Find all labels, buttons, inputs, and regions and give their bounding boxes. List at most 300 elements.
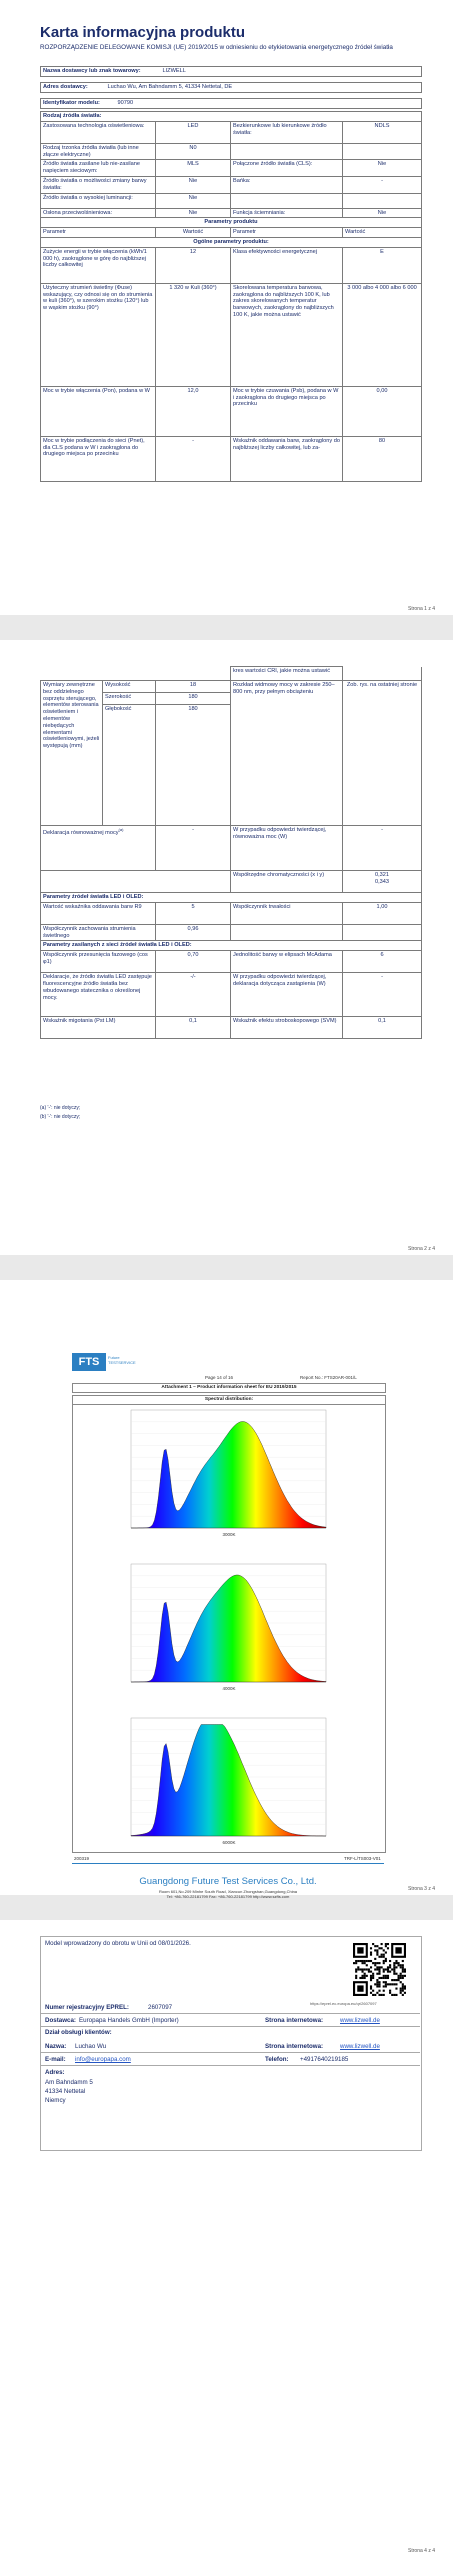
fts-logo: FTS: [72, 1353, 106, 1371]
qr-module: [378, 1981, 380, 1983]
qr-module: [385, 1981, 387, 1983]
mains-cell: Wskaźnik migotania (Pst LM): [41, 1017, 156, 1039]
qr-module: [372, 1977, 374, 1979]
qr-module: [404, 1971, 406, 1973]
type-cell: MLS: [156, 160, 231, 177]
divider: [40, 2065, 420, 2066]
qr-module: [383, 1960, 385, 1962]
qr-module: [395, 1947, 401, 1953]
qr-module: [357, 1947, 363, 1953]
qr-module: [372, 1994, 374, 1996]
mains-cell: W przypadku odpowiedzi twierdzącej, deklaracja dotycząca zastąpienia (W): [231, 973, 343, 1017]
page-1: [0, 0, 453, 615]
model-label: Identyfikator modelu:: [41, 99, 116, 109]
equiv-value2: -: [343, 826, 422, 871]
qr-module: [400, 1981, 402, 1983]
qr-module: [400, 1977, 402, 1979]
qr-module: [372, 1943, 374, 1945]
qr-module: [402, 1975, 404, 1977]
qr-module: [378, 1983, 380, 1985]
qr-module: [400, 1973, 402, 1975]
qr-module: [378, 1966, 380, 1968]
qr-module: [374, 1968, 376, 1970]
mains-cell: -: [343, 973, 422, 1017]
qr-module: [387, 1947, 389, 1949]
qr-module: [398, 1979, 400, 1981]
qr-module: [391, 1968, 393, 1970]
qr-module: [372, 1973, 374, 1975]
qr-module: [361, 1960, 363, 1962]
type-cell: [231, 143, 343, 160]
qr-module: [370, 1992, 372, 1994]
type-cell: Źródło światła zasilane lub nie-zasilane napięciem sieciowym:: [41, 160, 156, 177]
qr-module: [359, 1968, 361, 1970]
qr-module: [395, 1973, 397, 1975]
qr-module: [383, 1956, 385, 1958]
qr-module: [383, 1977, 385, 1979]
equiv-text: W przypadku odpowiedzi twierdzącej, równoważna moc (W): [231, 826, 343, 871]
qr-module: [355, 1960, 357, 1962]
qr-module: [400, 1975, 402, 1977]
logo-sub1: Future: [108, 1355, 120, 1360]
model-value: 90790: [116, 99, 422, 109]
chart-label-6000: 6000K: [222, 1840, 236, 1845]
qr-module: [389, 1964, 391, 1966]
qr-module: [364, 1975, 366, 1977]
qr-module: [387, 1983, 389, 1985]
param-cell: 3 000 albo 4 000 albo 6 000: [343, 283, 422, 386]
qr-module: [393, 1971, 395, 1973]
mains-cell: Jednolitość barwy w elipsach McAdama: [231, 951, 343, 973]
mains-cell: Współczynnik przesunięcia fazowego (cos φ1): [41, 951, 156, 973]
type-row: [41, 208, 422, 218]
type-cell: Zastosowana technologia oświetleniowa:: [41, 121, 156, 143]
param-cell: Moc w trybie czuwania (Psb), podana w W i zaokrąglona do drugiego miejsca po przecinku: [231, 386, 343, 436]
qr-module: [385, 1977, 387, 1979]
qr-module: [376, 1992, 378, 1994]
qr-module: [389, 1966, 391, 1968]
type-cell: Połączone źródło światła (CLS):: [231, 160, 343, 177]
qr-module: [387, 1977, 389, 1979]
company-name: Guangdong Future Test Services Co., Ltd.: [139, 1876, 317, 1887]
qr-module: [370, 1960, 372, 1962]
qr-module: [389, 1960, 391, 1962]
qr-module: [361, 1975, 363, 1977]
led-cell: Współczynnik zachowania strumienia świetlnego: [41, 924, 156, 941]
qr-module: [393, 1964, 395, 1966]
param-cell: 1 320 w Kuli (360°): [156, 283, 231, 386]
type-cell: Bańka:: [231, 176, 343, 193]
qr-module: [400, 1964, 402, 1966]
qr-module: [372, 1975, 374, 1977]
qr-module: [383, 1962, 385, 1964]
qr-url[interactable]: https://eprel.ec.europa.eu/qr/2607097: [310, 2001, 377, 2006]
mains-cell: Wskaźnik efektu stroboskopowego (SVM): [231, 1017, 343, 1039]
chroma-y: 0,343: [375, 878, 389, 885]
qr-module: [376, 1966, 378, 1968]
qr-module: [366, 1960, 368, 1962]
qr-module: [400, 1988, 402, 1990]
led-section: Parametry źródeł światła LED i OLED:: [41, 893, 422, 903]
qr-module: [368, 1971, 370, 1973]
led-cell: 1,00: [343, 902, 422, 924]
fts-logo-subtitle: [108, 1355, 136, 1365]
mains-cell: -/-: [156, 973, 231, 1017]
type-cell: Źródło światła o możliwości zmiany barwy światła:: [41, 176, 156, 193]
type-cell: Nie: [156, 208, 231, 218]
mains-row: [41, 951, 422, 973]
footer-right: TRF-L/TS003-V01: [344, 1856, 381, 1861]
qr-module: [402, 1985, 404, 1987]
equiv-label: Deklaracja równoważnej mocy: [43, 829, 119, 836]
qr-module: [395, 1988, 397, 1990]
qr-module: [366, 1968, 368, 1970]
qr-module: [374, 1949, 376, 1951]
qr-module: [381, 1966, 383, 1968]
qr-module: [376, 1949, 378, 1951]
qr-module: [402, 1983, 404, 1985]
addr-label: Adres:: [45, 2069, 65, 2076]
qr-module: [389, 1992, 391, 1994]
eprel-label: Numer rejestracyjny EPREL:: [45, 2004, 129, 2011]
qr-module: [374, 1945, 376, 1947]
addr-line2: 41334 Nettetal: [45, 2088, 86, 2095]
email-link[interactable]: info@europapa.com: [75, 2056, 131, 2063]
eprel-value: 2607097: [148, 2004, 173, 2011]
qr-module: [376, 1985, 378, 1987]
qr-module: [376, 1954, 378, 1956]
qr-module: [376, 1979, 378, 1981]
qr-module: [402, 1988, 404, 1990]
qr-module: [370, 1966, 372, 1968]
page-number: Strona 3 z 4: [408, 1886, 435, 1892]
qr-module: [361, 1977, 363, 1979]
qr-module: [374, 1994, 376, 1996]
page-2: [0, 640, 453, 1255]
divider: [40, 2026, 420, 2027]
qr-module: [385, 1968, 387, 1970]
website2-link[interactable]: www.lizwell.de: [340, 2043, 380, 2050]
qr-module: [383, 1971, 385, 1973]
col-value: Wartość: [343, 228, 422, 238]
supplier-value: LIZWELL: [161, 67, 422, 77]
type-cell: N0: [156, 143, 231, 160]
param-cell: Klasa efektywności energetycznej: [231, 247, 343, 283]
page-number: Strona 2 z 4: [408, 1246, 435, 1252]
supplier-table: [40, 66, 422, 77]
qr-module: [376, 1951, 378, 1953]
qr-module: [359, 1977, 361, 1979]
param-cell: -: [156, 436, 231, 481]
qr-module: [374, 1983, 376, 1985]
qr-module: [364, 1977, 366, 1979]
led-cell: [231, 924, 343, 941]
footer-left: 200319: [74, 1856, 90, 1861]
qr-module: [400, 1992, 402, 1994]
qr-module: [385, 1945, 387, 1947]
qr-module: [376, 1983, 378, 1985]
qr-module: [370, 1947, 372, 1949]
qr-module: [389, 1990, 391, 1992]
qr-module: [376, 1981, 378, 1983]
qr-module: [404, 1992, 406, 1994]
qr-module: [402, 1971, 404, 1973]
col-param: Parametr: [231, 228, 343, 238]
param-row: [41, 283, 422, 386]
qr-module: [376, 1968, 378, 1970]
qr-module: [385, 1985, 387, 1987]
equiv-value: -: [156, 826, 231, 871]
qr-module: [402, 1964, 404, 1966]
qr-module: [368, 1960, 370, 1962]
qr-module: [385, 1943, 387, 1945]
intro-text: Model wprowadzony do obrotu w Unii od 08/01/2026.: [45, 1940, 191, 1947]
qr-module: [391, 1979, 393, 1981]
qr-module: [378, 1956, 380, 1958]
qr-code-icon[interactable]: [353, 1943, 406, 1996]
qr-module: [393, 1979, 395, 1981]
qr-module: [400, 1990, 402, 1992]
qr-module: [402, 1966, 404, 1968]
type-cell: LED: [156, 121, 231, 143]
note-a: (a) '-': nie dotyczy;: [40, 1105, 81, 1111]
led-row: [41, 902, 422, 924]
qr-module: [389, 1971, 391, 1973]
qr-module: [389, 1983, 391, 1985]
name-value: Luchao Wu: [75, 2043, 107, 2050]
dim-name: Głębokość: [103, 705, 156, 826]
qr-module: [364, 1973, 366, 1975]
qr-module: [385, 1958, 387, 1960]
qr-module: [381, 1977, 383, 1979]
website2-label: Strona internetowa:: [265, 2043, 324, 2050]
qr-module: [393, 1973, 395, 1975]
mains-cell: 6: [343, 951, 422, 973]
note-b: (b) '-': nie dotyczy;: [40, 1114, 81, 1120]
chroma-label: Współrzędne chromatyczności (x i y): [231, 871, 343, 893]
param-cell: Moc w trybie włączenia (Pon), podana w W: [41, 386, 156, 436]
type-cell: [343, 143, 422, 160]
qr-module: [385, 1983, 387, 1985]
email-label: E-mail:: [45, 2056, 66, 2063]
qr-module: [353, 1962, 355, 1964]
dim-name: Wysokość: [103, 681, 156, 693]
address-value: Luchao Wu, Am Bahndamm 5, 41334 Nettetal, DE: [106, 83, 422, 93]
qr-module: [378, 1947, 380, 1949]
type-cell: Nie: [343, 160, 422, 177]
qr-module: [355, 1968, 357, 1970]
qr-module: [361, 1962, 363, 1964]
qr-module: [402, 1960, 404, 1962]
divider: [40, 2013, 420, 2014]
qr-module: [355, 1962, 357, 1964]
address-table: [40, 82, 422, 93]
logo-sub2: TESTSERVICE: [108, 1360, 136, 1365]
qr-module: [395, 1994, 397, 1996]
param-cell: Skorelowana temperatura barwowa, zaokrąglona do najbliższych 100 K, lub zakres skorelowanych temperatur barwowych, zaokrąglony do najbliższych 100 K, jakie można ustawić: [231, 283, 343, 386]
qr-module: [404, 1975, 406, 1977]
spectral-box: [72, 1395, 386, 1853]
qr-module: [366, 1964, 368, 1966]
qr-module: [387, 1968, 389, 1970]
mains-cell: Deklaracje, że źródło światła LED zastępuje fluorescencyjne źródło światła bez wbudowanego statecznika o określonej mocy.: [41, 973, 156, 1017]
divider: [40, 2052, 420, 2053]
qr-module: [359, 1960, 361, 1962]
qr-module: [378, 1977, 380, 1979]
qr-module: [400, 1966, 402, 1968]
qr-module: [366, 1975, 368, 1977]
qr-module: [372, 1990, 374, 1992]
type-cell: Rodzaj trzonka źródła światła (lub inne złącze elektryczne): [41, 143, 156, 160]
page-title: Karta informacyjna produktu: [40, 24, 246, 41]
beam-value: Zob. rys. na ostatniej stronie: [343, 681, 422, 826]
dim-value: 180: [156, 693, 231, 705]
mains-cell: 0,1: [156, 1017, 231, 1039]
param-cell: Moc w trybie podłączenia do sieci (Pnet), dla CLS podana w W i zaokrąglona do drugiego miejsca po przecinku: [41, 436, 156, 481]
qr-module: [385, 1975, 387, 1977]
col-value: Wartość: [156, 228, 231, 238]
qr-module: [395, 1983, 397, 1985]
page-number: Strona 1 z 4: [408, 606, 435, 612]
type-cell: [231, 193, 343, 208]
report-no: Report No.: FTS20AR-001/L: [300, 1375, 357, 1380]
qr-module: [393, 1983, 395, 1985]
type-row: [41, 176, 422, 193]
qr-module: [374, 1964, 376, 1966]
qr-module: [376, 1945, 378, 1947]
cri-cont: kres wartości CRI, jakie można ustawić: [231, 667, 343, 681]
qr-module: [357, 1985, 363, 1991]
qr-module: [393, 1966, 395, 1968]
qr-module: [402, 1990, 404, 1992]
qr-module: [364, 1968, 366, 1970]
qr-module: [355, 1975, 357, 1977]
qr-module: [402, 1977, 404, 1979]
distributor-label: Dostawca:: [45, 2017, 76, 2024]
type-cell: Źródło światła o wysokiej luminancji:: [41, 193, 156, 208]
param-row: [41, 247, 422, 283]
dims-table: [40, 666, 422, 1039]
qr-module: [383, 1954, 385, 1956]
type-cell: Bezkierunkowe lub kierunkowe źródło światła:: [231, 121, 343, 143]
qr-module: [387, 1975, 389, 1977]
qr-module: [381, 1943, 383, 1945]
dims-label: Wymiary zewnętrzne bez oddzielnego osprzętu sterującego, elementów sterowania oświetleniem i elementów niebędących elementami oświetleniowymi, jeżeli występują (mm): [41, 681, 103, 826]
qr-module: [378, 1994, 380, 1996]
qr-module: [364, 1960, 366, 1962]
type-cell: NDLS: [343, 121, 422, 143]
qr-module: [364, 1962, 366, 1964]
chroma-x: 0,321: [375, 872, 389, 878]
param-cell: 80: [343, 436, 422, 481]
type-row: [41, 160, 422, 177]
qr-module: [395, 1966, 397, 1968]
beam-label: Rozkład widmowy mocy w zakresie 250–800 nm, przy pełnym obciążeniu: [231, 681, 343, 826]
qr-module: [402, 1968, 404, 1970]
qr-module: [398, 1977, 400, 1979]
spectral-title: Spectral distribution:: [73, 1396, 385, 1405]
qr-module: [370, 1977, 372, 1979]
attachment-title: Attachment 1 – Product information sheet for EU 2019/2015: [72, 1383, 386, 1393]
qr-module: [387, 1971, 389, 1973]
type-cell: Nie: [156, 176, 231, 193]
qr-module: [374, 1962, 376, 1964]
param-cell: Wskaźnik oddawania barw, zaokrąglony do najbliższej liczby całkowitej, lub za-: [231, 436, 343, 481]
led-cell: Wartość wskaźnika oddawania barw R9: [41, 902, 156, 924]
addr-line3: Niemcy: [45, 2097, 66, 2104]
address-label: Adres dostawcy:: [41, 83, 106, 93]
qr-module: [370, 1951, 372, 1953]
addr2: Tel: +86-760-22181799 Fax: +86-760-22181799 http://www.szfts.com: [166, 1894, 290, 1899]
qr-module: [378, 1968, 380, 1970]
col-param: Parametr: [41, 228, 156, 238]
param-cell: E: [343, 247, 422, 283]
company-address: [72, 1889, 384, 1899]
param-row: [41, 386, 422, 436]
qr-module: [370, 1971, 372, 1973]
type-table: [40, 111, 422, 482]
type-cell: -: [343, 176, 422, 193]
qr-module: [370, 1975, 372, 1977]
qr-module: [395, 1962, 397, 1964]
type-row: [41, 143, 422, 160]
type-row: [41, 121, 422, 143]
general-section: Ogólne parametry produktu:: [41, 237, 422, 247]
chart-label-3000: 3000K: [222, 1532, 236, 1537]
qr-module: [378, 1973, 380, 1975]
params-section: Parametry produktu: [41, 218, 422, 228]
qr-module: [378, 1985, 380, 1987]
qr-module: [398, 1962, 400, 1964]
qr-module: [361, 1971, 363, 1973]
regulation-subtitle: ROZPORZĄDZENIE DELEGOWANE KOMISJI (UE) 2019/2015 w odniesieniu do etykietowania energetycznego źródeł światła: [40, 44, 393, 51]
qr-module: [395, 1960, 397, 1962]
qr-module: [383, 1994, 385, 1996]
type-cell: Osłona przeciwolśnieniowa:: [41, 208, 156, 218]
qr-module: [393, 1968, 395, 1970]
spectral-charts: [73, 1404, 385, 1852]
qr-module: [383, 1949, 385, 1951]
qr-module: [368, 1968, 370, 1970]
param-cell: Zużycie energii w trybie włączenia (kWh/1 000 h), zaokrąglone w górę do najbliższej liczby całkowitej: [41, 247, 156, 283]
qr-module: [387, 1943, 389, 1945]
param-row: [41, 436, 422, 481]
website-link[interactable]: www.lizwell.de: [340, 2017, 380, 2024]
qr-module: [393, 1962, 395, 1964]
qr-module: [395, 1979, 397, 1981]
led-row: [41, 924, 422, 941]
phone-label: Telefon:: [265, 2056, 289, 2063]
mains-cell: 0,70: [156, 951, 231, 973]
param-cell: 0,00: [343, 386, 422, 436]
distributor-value: Europapa Handels GmbH (Importer): [79, 2017, 179, 2024]
type-cell: Funkcja ściemniania:: [231, 208, 343, 218]
qr-module: [404, 1985, 406, 1987]
qr-module: [355, 1977, 357, 1979]
qr-module: [383, 1990, 385, 1992]
qr-module: [383, 1975, 385, 1977]
qr-module: [387, 1966, 389, 1968]
qr-module: [370, 1979, 372, 1981]
led-cell: [343, 924, 422, 941]
type-row: [41, 193, 422, 208]
qr-module: [381, 1954, 383, 1956]
type-cell: [343, 193, 422, 208]
supplier-label: Nazwa dostawcy lub znak towarowy:: [41, 67, 161, 77]
type-cell: Nie: [343, 208, 422, 218]
qr-module: [393, 1994, 395, 1996]
led-cell: Współczynnik trwałości: [231, 902, 343, 924]
